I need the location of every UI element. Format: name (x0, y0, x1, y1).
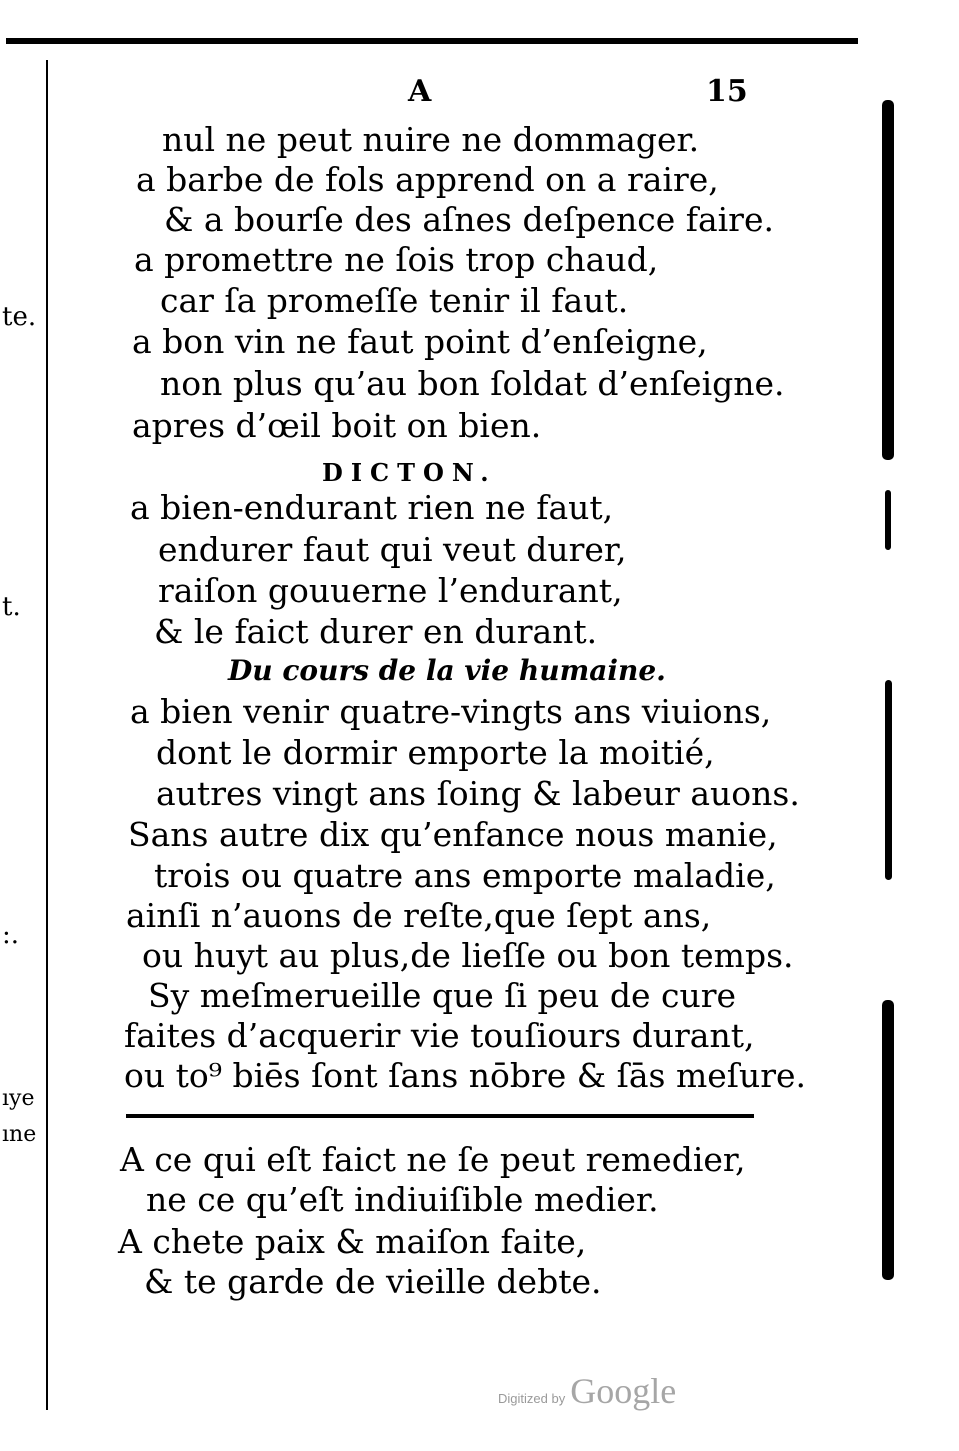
digitization-watermark (498, 1370, 676, 1412)
watermark-brand: Google (570, 1371, 677, 1411)
verse-line: trois ou quatre ans emporte maladie, (154, 856, 776, 895)
verse-line: a promettre ne ſois trop chaud, (134, 240, 659, 279)
gutter-mark (885, 490, 891, 550)
top-rule (6, 38, 858, 44)
section-heading-cours: Du cours de la vie humaine. (228, 654, 666, 687)
verse-line: non plus qu’au bon ſoldat d’enſeigne. (160, 364, 785, 403)
verse-line: faites d’acquerir vie touſiours durant, (124, 1016, 755, 1055)
page-number: 15 (706, 74, 748, 109)
verse-line: ainſi n’auons de reſte,que ſept ans, (126, 896, 712, 935)
running-head-letter: A (408, 74, 432, 109)
right-gutter-shadow (876, 40, 902, 1400)
verse-line: & a bourſe des aſnes deſpence faire. (164, 200, 774, 239)
verse-line: & te garde de vieille debte. (144, 1262, 602, 1301)
verse-line: ou to⁹ biēs ſont ſans nōbre & ſās meſure. (124, 1056, 807, 1095)
section-heading-dicton: DICTON. (322, 458, 497, 487)
verse-line: Sans autre dix qu’enfance nous manie, (128, 815, 778, 854)
verse-line: ou huyt au plus,de lieſſe ou bon temps. (142, 936, 794, 975)
margin-fragment: te. (2, 302, 37, 332)
verse-line: Sy meſmerueille que ſi peu de cure (148, 976, 737, 1015)
gutter-mark (882, 1000, 894, 1280)
verse-line: apres d’œil boit on bien. (132, 406, 542, 445)
verse-line: A ce qui eſt faict ne ſe peut remedier, (120, 1140, 746, 1179)
verse-line: dont le dormir emporte la moitié, (156, 733, 715, 772)
verse-line: A chete paix & maiſon faite, (118, 1222, 587, 1261)
section-divider (126, 1114, 754, 1118)
verse-line: car ſa promeſſe tenir il faut. (160, 281, 629, 320)
verse-line: a bien venir quatre-vingts ans viuions, (130, 692, 772, 731)
verse-line: ne ce qu’eſt indiuiſible medier. (146, 1180, 659, 1219)
verse-line: autres vingt ans ſoing & labeur auons. (156, 774, 800, 813)
margin-fragment: :. (2, 920, 20, 950)
margin-fragment: t. (2, 592, 21, 622)
watermark-prefix: Digitized by (498, 1391, 566, 1406)
verse-line: endurer faut qui veut durer, (158, 530, 627, 569)
verse-line: a bon vin ne faut point d’enſeigne, (132, 322, 708, 361)
left-page-edge (46, 60, 48, 1410)
margin-fragment: ıne (2, 1122, 37, 1147)
verse-line: a bien-endurant rien ne faut, (130, 488, 614, 527)
gutter-mark (882, 100, 894, 460)
margin-fragment: ıye (2, 1086, 35, 1111)
verse-line: & le faict durer en durant. (154, 612, 598, 651)
verse-line: nul ne peut nuire ne dommager. (162, 120, 700, 159)
gutter-mark (885, 680, 892, 880)
verse-line: a barbe de fols apprend on a raire, (136, 160, 719, 199)
verse-line: raiſon gouuerne l’endurant, (158, 571, 623, 610)
